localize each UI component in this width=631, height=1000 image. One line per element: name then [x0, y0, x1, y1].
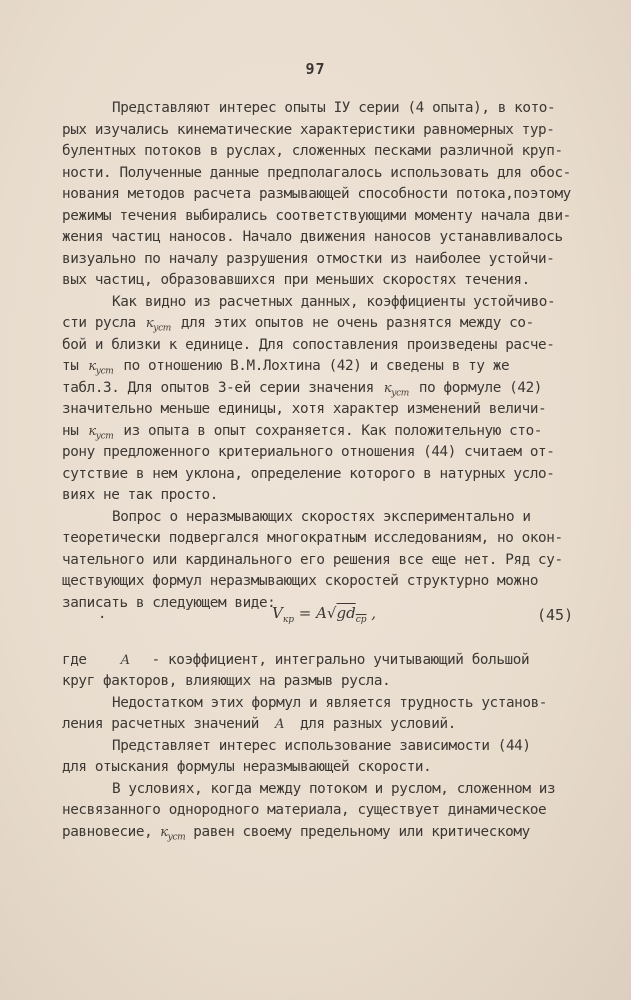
text-line: нования методов расчета размывающей способности потока,поэтому: [62, 186, 571, 202]
text-line: виях не так просто.: [62, 487, 218, 503]
text-line: Представляет интерес использование зависимости (44): [112, 738, 531, 754]
a-symbol: A: [120, 653, 130, 668]
text-line: чательного или кардинального его решения все еще нет. Ряд су-: [62, 552, 563, 568]
k-ust-symbol: $к_{уст}$: [88, 359, 114, 377]
text-line: Вопрос о неразмывающих скоростях экспериментально и: [112, 509, 531, 525]
text-line: вых частиц, образовавшихся при меньших скоростях течения.: [62, 272, 530, 288]
page-number: 97: [305, 60, 326, 78]
text-line: жения частиц наносов. Начало движения наносов устанавливалось: [62, 229, 563, 245]
text-line: сутствие в нем уклона, определение которого в натурных усло-: [62, 466, 555, 482]
stray-mark: ·: [98, 610, 107, 626]
text-segment: ны: [62, 423, 79, 439]
text-line: [62, 380, 582, 399]
text-line: Недостатком этих формул и является трудность установ-: [112, 695, 547, 711]
text-segment: ты: [62, 358, 79, 374]
text-line: ществующих формул неразмывающих скоростей структурно можно: [62, 573, 539, 589]
text-line: режимы течения выбирались соответствующими моменту начала дви-: [62, 208, 571, 224]
formula-45: $V_{кр} = A√gd_{ср}$ ,: [272, 604, 377, 625]
equation-number: (45): [537, 606, 574, 624]
text-segment: ления расчетных значений: [62, 716, 259, 732]
text-line: [62, 716, 582, 732]
text-line: Как видно из расчетных данных, коэффициенты устойчиво-: [112, 294, 556, 310]
text-line: [62, 423, 582, 442]
text-line: ности. Полученные данные предполагалось использовать для обос-: [62, 165, 571, 181]
a-symbol: A: [274, 717, 284, 732]
text-line: бой и близки к единице. Для сопоставления произведены расче-: [62, 337, 555, 353]
text-line: [62, 824, 582, 843]
text-line: В условиях, когда между потоком и руслом, сложенном из: [112, 781, 556, 797]
text-line: булентных потоков в руслах, сложенных песками различной круп-: [62, 143, 563, 159]
text-segment: равен своему предельному или критическому: [193, 824, 530, 840]
k-ust-symbol: $к_{уст}$: [383, 381, 409, 399]
text-line: визуально по началу разрушения отмостки из наиболее устойчи-: [62, 251, 555, 267]
text-line: несвязанного однородного материала, существует динамическое: [62, 802, 547, 818]
text-segment: где: [62, 652, 87, 668]
text-segment: - коэффициент, интегрально учитывающий большой: [151, 652, 530, 668]
text-segment: по формуле (42): [418, 380, 542, 396]
text-line: рону предложенного критериального отношения (44) считаем от-: [62, 444, 555, 460]
text-line: значительно меньше единицы, хотя характер изменений величи-: [62, 401, 547, 417]
text-line: [62, 315, 582, 334]
k-ust-symbol: $к_{уст}$: [88, 424, 114, 442]
k-ust-symbol: $к_{уст}$: [145, 316, 171, 334]
text-segment: для разных условий.: [299, 716, 456, 732]
text-line: [62, 652, 582, 668]
text-segment: сти русла: [62, 315, 136, 331]
text-line: круг факторов, влияющих на размыв русла.: [62, 673, 391, 689]
text-line: теоретически подвергался многократным исследованиям, но окон-: [62, 530, 563, 546]
text-line: рых изучались кинематические характеристики равномерных тур-: [62, 122, 555, 138]
text-segment: для этих опытов не очень разнятся между со-: [180, 315, 534, 331]
text-line: для отыскания формулы неразмывающей скорости.: [62, 759, 432, 775]
text-segment: по отношению В.М.Лохтина (42) и сведены в ту же: [123, 358, 510, 374]
text-segment: из опыта в опыт сохраняется. Как положительную сто-: [123, 423, 542, 439]
text-segment: равновесие,: [62, 824, 153, 840]
k-ust-symbol: $к_{уст}$: [160, 825, 186, 843]
text-segment: табл.3. Для опытов 3-ей серии значения: [62, 380, 374, 396]
text-line: Представляют интерес опыты IУ серии (4 опыта), в кото-: [112, 100, 556, 116]
text-line: записать в следующем виде:: [62, 595, 276, 611]
text-line: [62, 358, 582, 377]
